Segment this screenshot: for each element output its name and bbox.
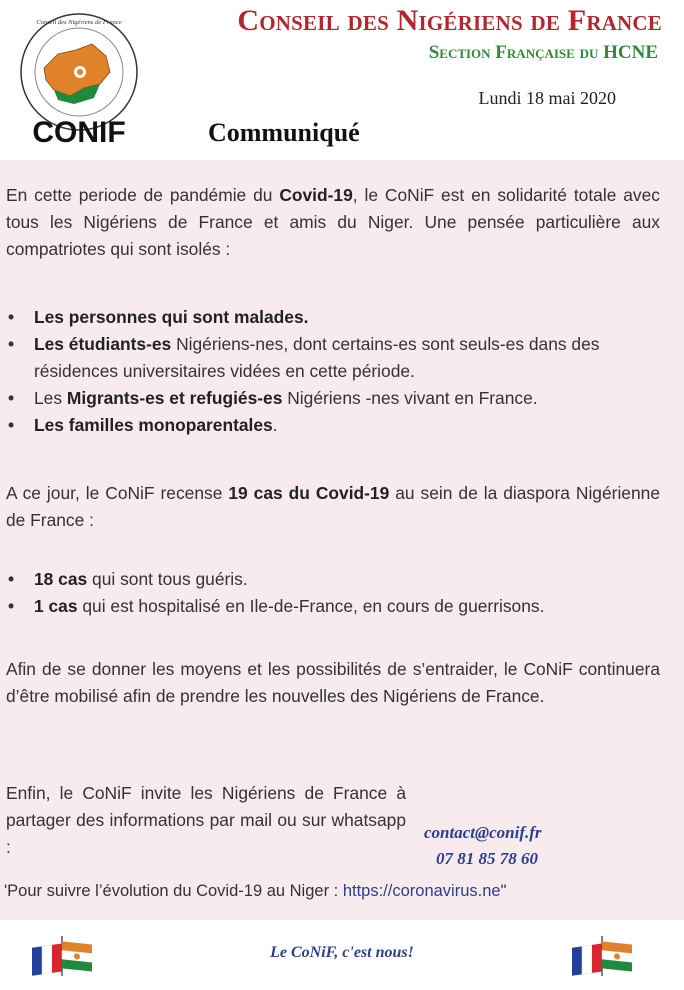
- france-niger-flags-icon: [570, 934, 634, 976]
- contact-block: [424, 820, 542, 872]
- conif-logo: [14, 10, 144, 150]
- footer: [0, 920, 684, 990]
- list-item: • Les Migrants-es et refugiés-es Nigériens -nes vivant en France.: [8, 388, 538, 408]
- slogan: Le CoNiF, c'est nous!: [270, 944, 414, 961]
- list-item: • Les personnes qui sont malades.: [8, 307, 309, 327]
- date: Lundi 18 mai 2020: [478, 88, 616, 108]
- org-title: Conseil des Nigériens de France: [237, 4, 662, 37]
- cases-paragraph: A ce jour, le CoNiF recense 19 cas du Covid-19 au sein de la diaspora Nigérienne de France :: [6, 483, 660, 530]
- invite-paragraph: Enfin, le CoNiF invite les Nigériens de France à partager des informations par mail ou sur whatsapp :: [6, 783, 406, 857]
- list-item: • Les familles monoparentales.: [8, 415, 278, 435]
- list-item: • 1 cas qui est hospitalisé en Ile-de-France, en cours de guerrisons.: [8, 596, 545, 616]
- mutual-aid-paragraph: Afin de se donner les moyens et les possibilités de s’entraider, le CoNiF continuera d’être mobilisé afin de prendre les nouvelles des Nigériens de France.: [6, 659, 660, 706]
- contact-phone[interactable]: 07 81 85 78 60: [436, 849, 538, 868]
- logo-name: CONIF: [32, 116, 126, 149]
- intro-paragraph: En cette periode de pandémie du Covid-19, le CoNiF est en solidarité totale avec tous les Nigériens de France et amis du Niger. Une pensée particulière aux compatriotes qui sont isolés :: [6, 185, 660, 259]
- cases-list: [6, 566, 666, 620]
- coronavirus-link[interactable]: https://coronavirus.ne: [342, 882, 501, 900]
- org-subtitle: Section Française du HCNE: [428, 42, 658, 63]
- logo-arc-text: Conseil des Nigériens de France: [36, 19, 122, 26]
- list-item: • Les étudiants-es Nigériens-nes, dont certains-es sont seuls-es dans des résidences universitaires vidées en cette période.: [8, 334, 600, 381]
- header: [0, 0, 684, 160]
- isolated-groups-list: [6, 304, 666, 439]
- contact-email[interactable]: contact@conif.fr: [424, 823, 542, 842]
- follow-line: 'Pour suivre l’évolution du Covid-19 au Niger : https://coronavirus.ne": [4, 882, 507, 900]
- page-title: Communiqué: [208, 118, 360, 147]
- list-item: • 18 cas qui sont tous guéris.: [8, 569, 248, 589]
- communique-body: [0, 160, 684, 920]
